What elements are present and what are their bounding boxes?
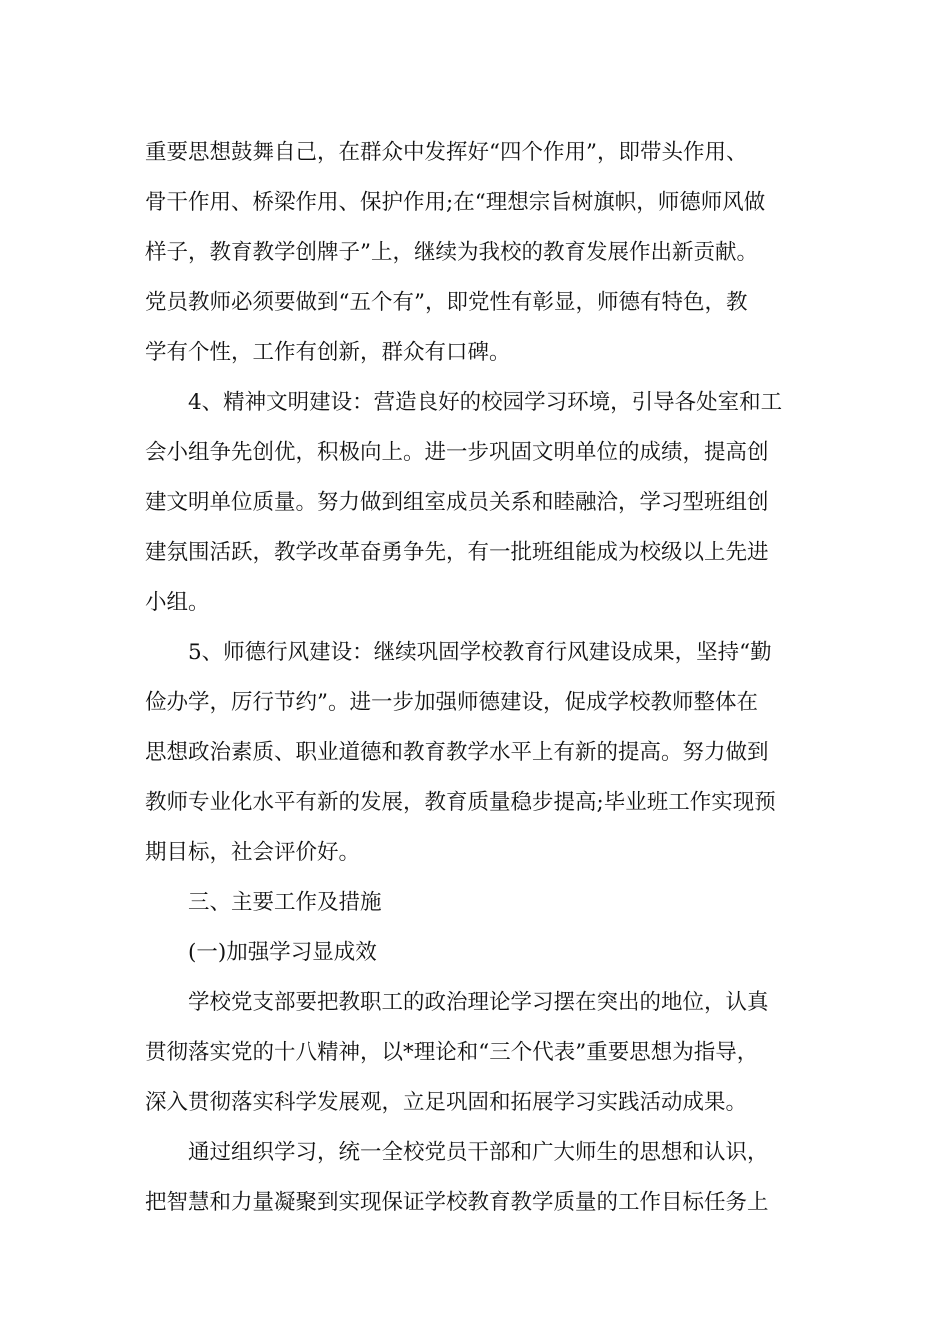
heading-text: 三、主要工作及措施	[188, 890, 382, 915]
text-line: 重要思想鼓舞自己，在群众中发挥好“四个作用”，即带头作用、	[145, 140, 748, 165]
paragraph-teacher-ethics	[145, 628, 807, 878]
text-line: 通过组织学习，统一全校党员干部和广大师生的思想和认识，	[188, 1140, 769, 1165]
text-line: 建文明单位质量。努力做到组室成员关系和睦融洽，学习型班组创	[145, 490, 769, 515]
text-line: 4、精神文明建设：营造良好的校园学习环境，引导各处室和工	[188, 390, 783, 415]
paragraph-spiritual-civilization	[145, 378, 807, 628]
text-line: 小组。	[145, 590, 210, 615]
paragraph-organize-study	[145, 1128, 807, 1228]
text-line: 贯彻落实党的十八精神，以*理论和“三个代表”重要思想为指导，	[145, 1040, 759, 1065]
text-line: 样子，教育教学创牌子”上，继续为我校的教育发展作出新贡献。	[145, 240, 758, 265]
text-line: 思想政治素质、职业道德和教育教学水平上有新的提高。努力做到	[145, 740, 769, 765]
text-line: 学有个性，工作有创新，群众有口碑。	[145, 340, 511, 365]
text-line: 深入贯彻落实科学发展观，立足巩固和拓展学习实践活动成果。	[145, 1090, 748, 1115]
text-line: 党员教师必须要做到“五个有”，即党性有彰显，师德有特色，教	[145, 290, 748, 315]
text-line: 5、师德行风建设：继续巩固学校教育行风建设成果，坚持“勤	[188, 640, 772, 665]
subsection-heading	[145, 928, 807, 978]
text-line: 俭办学，厉行节约”。进一步加强师德建设，促成学校教师整体在	[145, 690, 758, 715]
text-line: 学校党支部要把教职工的政治理论学习摆在突出的地位，认真	[188, 990, 769, 1015]
text-line: 建氛围活跃，教学改革奋勇争先，有一批班组能成为校级以上先进	[145, 540, 769, 565]
text-line: 教师专业化水平有新的发展，教育质量稳步提高;毕业班工作实现预	[145, 790, 776, 815]
text-line: 会小组争先创优，积极向上。进一步巩固文明单位的成绩，提高创	[145, 440, 769, 465]
text-line: 骨干作用、桥梁作用、保护作用;在“理想宗旨树旗帜，师德师风做	[145, 190, 766, 215]
section-heading	[145, 878, 807, 928]
paragraph-continuation	[145, 128, 807, 378]
text-line: 期目标，社会评价好。	[145, 840, 361, 865]
paragraph-party-study	[145, 978, 807, 1128]
text-line: 把智慧和力量凝聚到实现保证学校教育教学质量的工作目标任务上	[145, 1190, 769, 1215]
heading-text: (一)加强学习显成效	[188, 940, 377, 965]
document-body	[145, 128, 807, 1228]
